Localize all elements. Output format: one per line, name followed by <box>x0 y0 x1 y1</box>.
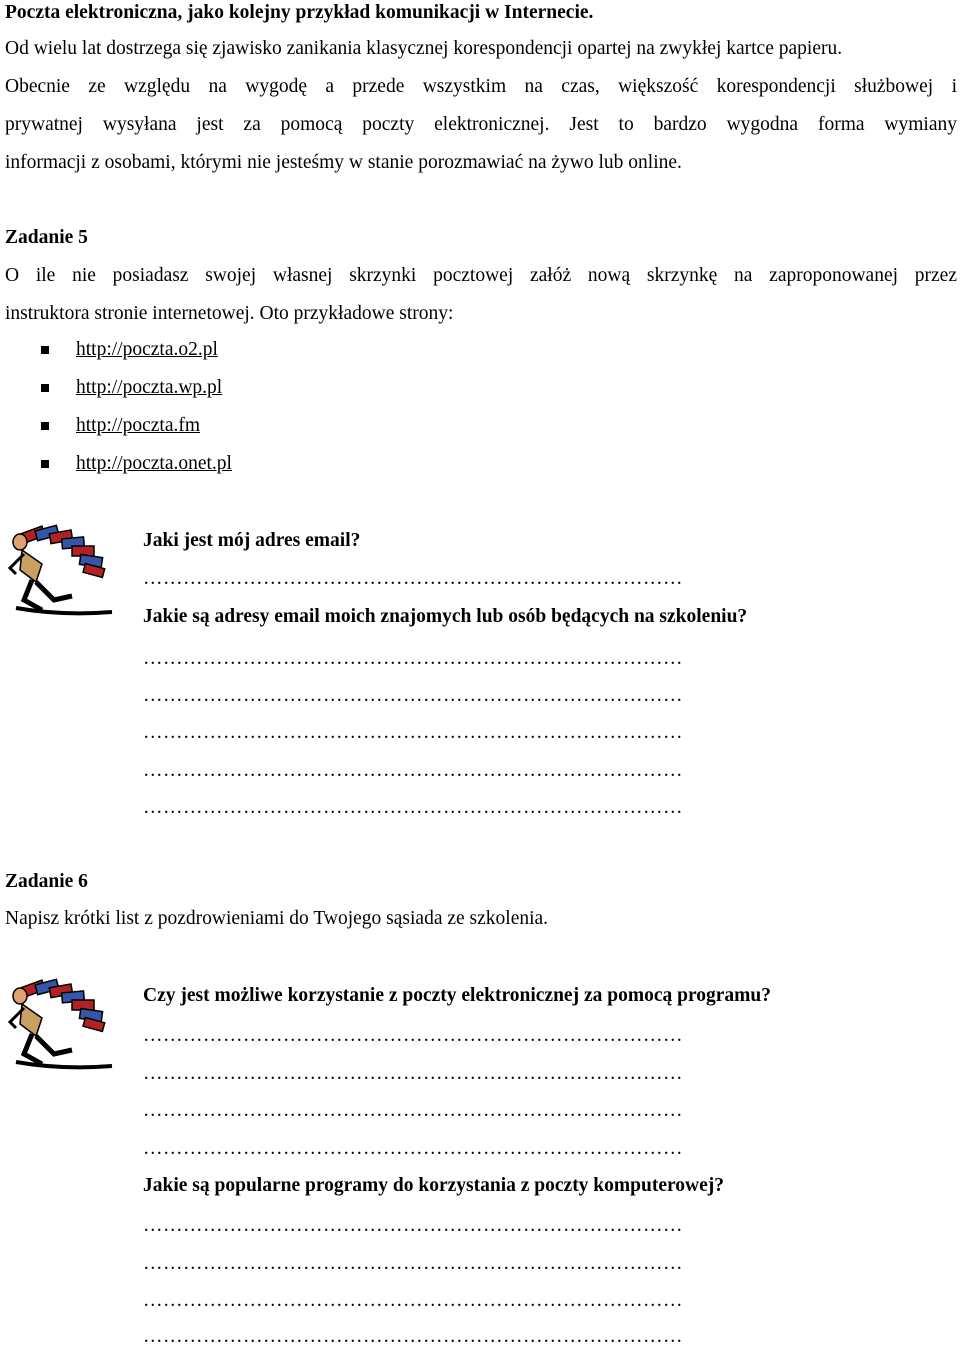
task5-line-2: instruktora stronie internetowej. Oto przykładowe strony: <box>5 303 454 324</box>
answer-line[interactable]: ……………………………………………………………………… <box>143 1138 683 1159</box>
task6-heading: Zadanie 6 <box>5 871 88 892</box>
answer-line[interactable]: ……………………………………………………………………… <box>143 1326 683 1347</box>
answer-line[interactable]: ……………………………………………………………………… <box>143 797 683 818</box>
hiker-with-books-icon <box>2 524 130 616</box>
link-poczta-fm[interactable]: http://poczta.fm <box>76 415 201 436</box>
answer-line[interactable]: ……………………………………………………………………… <box>143 568 683 589</box>
answer-line[interactable]: ……………………………………………………………………… <box>143 1100 683 1121</box>
answer-line[interactable]: ……………………………………………………………………… <box>143 1063 683 1084</box>
task5-question-2: Jakie są adresy email moich znajomych lub osób będących na szkoleniu? <box>143 606 748 627</box>
bullet-icon <box>41 422 49 430</box>
intro-line-4: informacji z osobami, którymi nie jesteśmy w stanie porozmawiać na żywo lub online. <box>5 152 682 173</box>
link-poczta-wp[interactable]: http://poczta.wp.pl <box>76 377 223 398</box>
bullet-icon <box>41 346 49 354</box>
answer-line[interactable]: ……………………………………………………………………… <box>143 1025 683 1046</box>
answer-line[interactable]: ……………………………………………………………………… <box>143 1215 683 1236</box>
answer-line[interactable]: ……………………………………………………………………… <box>143 722 683 743</box>
task5-question-1: Jaki jest mój adres email? <box>143 530 361 551</box>
answer-line[interactable]: ……………………………………………………………………… <box>143 1253 683 1274</box>
task5-line-1: O ile nie posiadasz swojej własnej skrzynki pocztowej załóż nową skrzynkę na zaproponowanej przez <box>5 265 957 286</box>
intro-line-1: Od wielu lat dostrzega się zjawisko zanikania klasycznej korespondencji opartej na zwykłej kartce papieru. <box>5 38 843 59</box>
task5-heading: Zadanie 5 <box>5 227 88 248</box>
answer-line[interactable]: ……………………………………………………………………… <box>143 648 683 669</box>
answer-line[interactable]: ……………………………………………………………………… <box>143 1290 683 1311</box>
task6-question-2: Jakie są popularne programy do korzystania z poczty komputerowej? <box>143 1175 725 1196</box>
task6-text: Napisz krótki list z pozdrowieniami do Twojego sąsiada ze szkolenia. <box>5 908 549 929</box>
hiker-with-books-icon <box>2 978 130 1070</box>
task6-question-1: Czy jest możliwe korzystanie z poczty elektronicznej za pomocą programu? <box>143 985 771 1006</box>
link-poczta-o2[interactable]: http://poczta.o2.pl <box>76 339 218 360</box>
page-title: Poczta elektroniczna, jako kolejny przykład komunikacji w Internecie. <box>5 2 594 23</box>
answer-line[interactable]: ……………………………………………………………………… <box>143 685 683 706</box>
answer-line[interactable]: ……………………………………………………………………… <box>143 760 683 781</box>
bullet-icon <box>41 460 49 468</box>
intro-line-2: Obecnie ze względu na wygodę a przede wszystkim na czas, większość korespondencji służbowej i <box>5 76 957 97</box>
intro-line-3: prywatnej wysyłana jest za pomocą poczty elektronicznej. Jest to bardzo wygodna forma wymiany <box>5 114 957 135</box>
bullet-icon <box>41 384 49 392</box>
link-poczta-onet[interactable]: http://poczta.onet.pl <box>76 453 232 474</box>
